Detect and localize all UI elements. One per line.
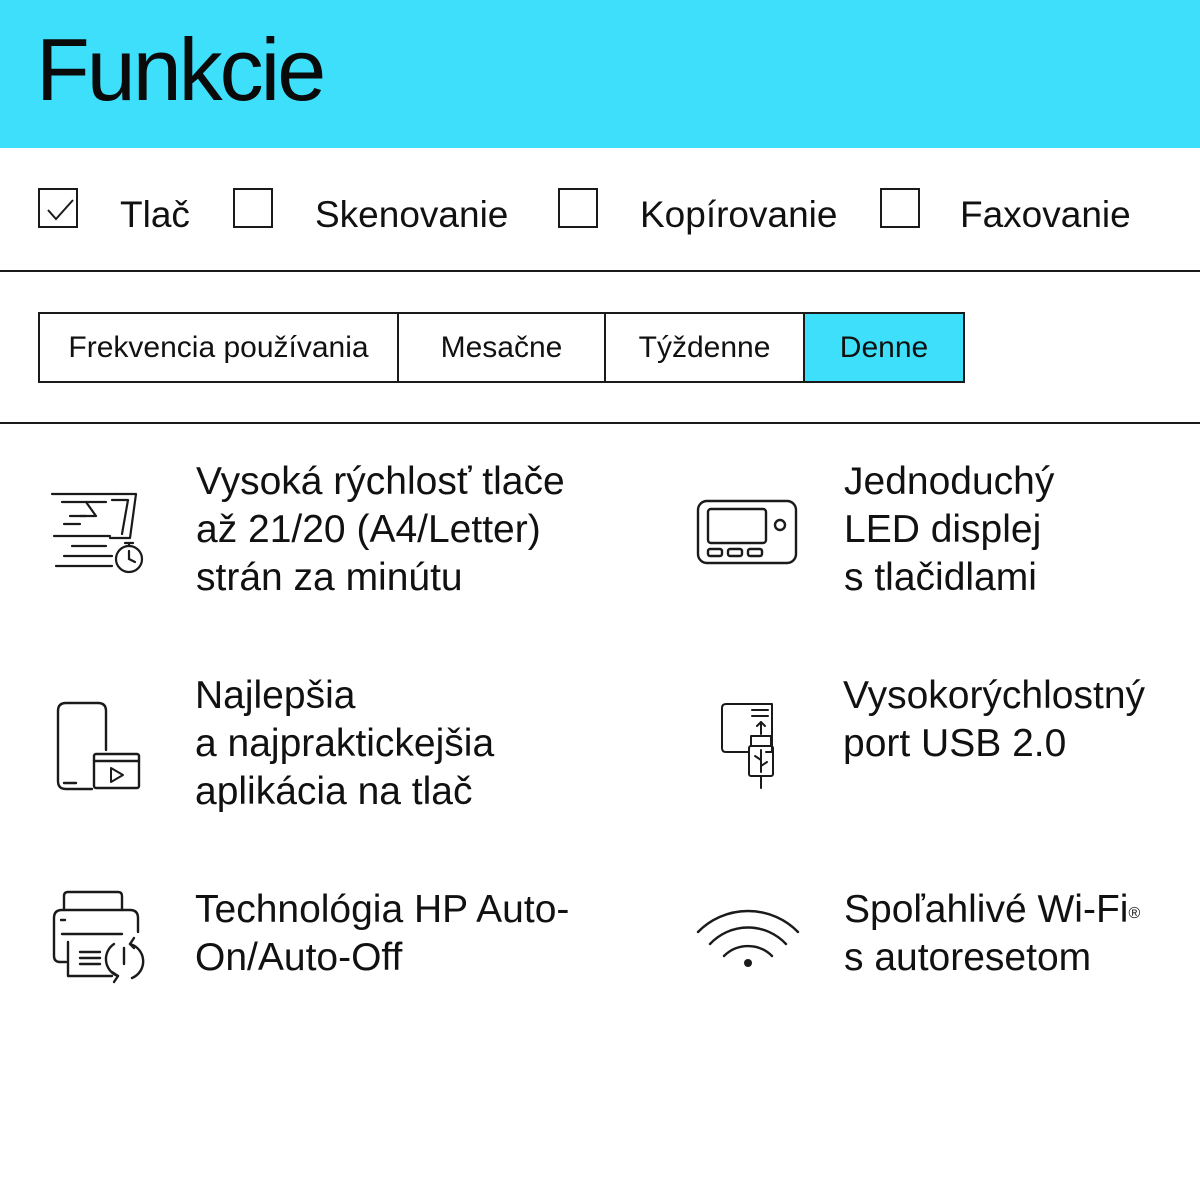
feature-led-display-text: Jednoduchý LED displej s tlačidlami xyxy=(844,460,1055,599)
header-banner xyxy=(0,0,1200,148)
divider xyxy=(0,422,1200,424)
page-title: Funkcie xyxy=(36,20,324,119)
check-icon xyxy=(40,190,80,230)
frequency-option-daily[interactable]: Denne xyxy=(805,314,963,381)
copy-checkbox[interactable] xyxy=(558,188,598,228)
led-display-icon xyxy=(696,458,800,568)
feature-led-display xyxy=(696,458,1186,608)
divider xyxy=(0,270,1200,272)
feature-print-speed xyxy=(50,458,610,608)
frequency-option-monthly[interactable]: Mesačne xyxy=(399,314,606,381)
scan-checkbox[interactable] xyxy=(233,188,273,228)
feature-usb-port xyxy=(718,672,1188,822)
feature-auto-on-off-text: Technológia HP Auto- On/Auto-Off xyxy=(195,888,570,979)
frequency-option-weekly[interactable]: Týždenne xyxy=(606,314,805,381)
feature-wifi xyxy=(696,886,1186,996)
print-label: Tlač xyxy=(120,194,190,235)
feature-usb-port-text: Vysokorýchlostný port USB 2.0 xyxy=(843,674,1146,765)
fax-label: Faxovanie xyxy=(960,194,1131,235)
copy-label: Kopírovanie xyxy=(640,194,838,235)
function-checkbox-row xyxy=(0,186,1200,236)
mobile-app-icon xyxy=(50,672,150,802)
print-checkbox[interactable] xyxy=(38,188,78,228)
scan-label: Skenovanie xyxy=(315,194,509,235)
print-speed-stopwatch-icon xyxy=(50,458,150,588)
feature-auto-on-off xyxy=(50,886,610,996)
registered-mark: ® xyxy=(1128,905,1141,922)
feature-wifi-text: Spoľahlivé Wi-Fi® s autoresetom xyxy=(844,888,1141,979)
usb-port-icon xyxy=(718,672,778,802)
feature-mobile-app-text: Najlepšia a najpraktickejšia aplikácia na tlač xyxy=(195,674,495,813)
feature-print-speed-text: Vysoká rýchlosť tlače až 21/20 (A4/Letter) strán za minútu xyxy=(196,460,565,599)
fax-checkbox[interactable] xyxy=(880,188,920,228)
usage-frequency-table xyxy=(38,312,965,383)
feature-mobile-app xyxy=(50,672,610,822)
printer-power-cycle-icon xyxy=(50,886,150,986)
wifi-icon xyxy=(696,886,800,976)
frequency-label: Frekvencia používania xyxy=(40,314,399,381)
